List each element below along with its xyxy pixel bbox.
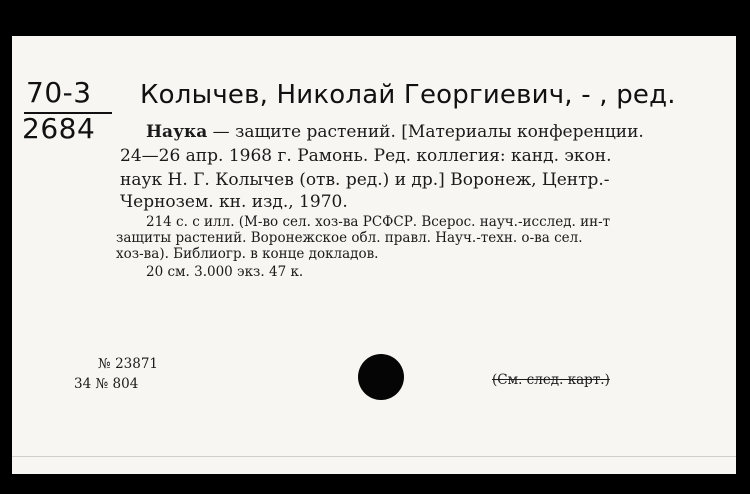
entry-line-4: Чернозем. кн. изд., 1970. bbox=[120, 192, 348, 212]
punch-hole bbox=[358, 354, 404, 400]
entry-line-8: 20 см. 3.000 экз. 47 к. bbox=[146, 264, 304, 280]
entry-line-2: 24—26 апр. 1968 г. Рамонь. Ред. коллегия: канд. экон. bbox=[120, 146, 612, 166]
entry-line-1 bbox=[146, 122, 644, 142]
handwritten-author: Колычев, Николай Георгиевич, - , ред. bbox=[140, 80, 676, 110]
record-number: № 23871 bbox=[98, 356, 159, 372]
entry-line-5: 214 с. с илл. (М-во сел. хоз-ва РСФСР. Всерос. науч.-исслед. ин-т bbox=[146, 214, 611, 230]
card-bottom-rule bbox=[12, 456, 736, 457]
entry-line-3: наук Н. Г. Колычев (отв. ред.) и др.] Воронеж, Центр.- bbox=[120, 170, 610, 190]
call-number-bottom: 2684 bbox=[22, 112, 96, 145]
entry-line-1-rest: — защите растений. [Материалы конференции. bbox=[207, 122, 644, 142]
entry-line-7: хоз-ва). Библиогр. в конце докладов. bbox=[116, 246, 379, 262]
catalog-card bbox=[12, 36, 736, 474]
struck-note: (См. след. карт.) bbox=[492, 372, 610, 388]
entry-line-6: защиты растений. Воронежское обл. правл. Науч.-техн. о-ва сел. bbox=[116, 230, 583, 246]
call-number-top: 70-3 bbox=[26, 76, 92, 109]
record-number-2: 34 № 804 bbox=[74, 376, 139, 392]
entry-title: Наука bbox=[146, 122, 208, 142]
